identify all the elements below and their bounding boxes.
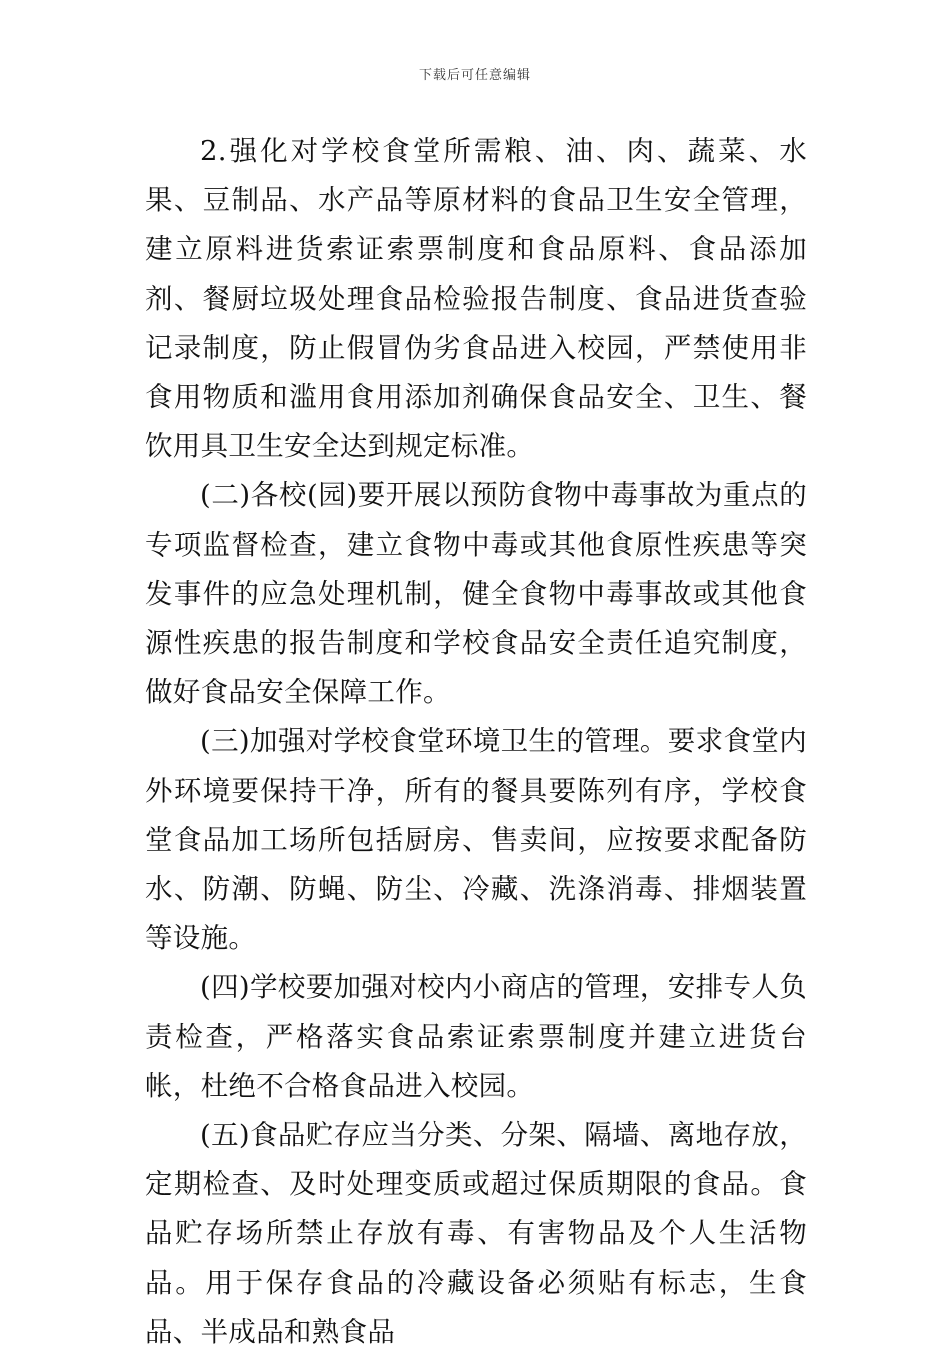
paragraph-inspection-emergency: (二)各校(园)要开展以预防食物中毒事故为重点的专项监督检查，建立食物中毒或其他食原性疾患等突发事件的应急处理机制，健全食物中毒事故或其他食源性疾患的报告制度和学校食品安全责任追究制度，做好食品安全保障工作。: [145, 479, 807, 709]
document-body: [145, 127, 807, 1357]
paragraph-food-material-management: 2.强化对学校食堂所需粮、油、肉、蔬菜、水果、豆制品、水产品等原材料的食品卫生安全管理，建立原料进货索证索票制度和食品原料、食品添加剂、餐厨垃圾处理食品检验报告制度、食品进货查验记录制度，防止假冒伪劣食品进入校园，严禁使用非食用物质和滥用食用添加剂确保食品安全、卫生、餐饮用具卫生安全达到规定标准。: [145, 135, 807, 463]
paragraph-school-shop: (四)学校要加强对校内小商店的管理，安排专人负责检查，严格落实食品索证索票制度并建立进货台帐，杜绝不合格食品进入校园。: [145, 971, 807, 1102]
paragraph-food-storage: (五)食品贮存应当分类、分架、隔墙、离地存放，定期检查、及时处理变质或超过保质期限的食品。食品贮存场所禁止存放有毒、有害物品及个人生活物品。用于保存食品的冷藏设备必须贴有标志，生食品、半成品和熟食品: [145, 1119, 807, 1348]
page-header: 下载后可任意编辑: [418, 68, 531, 83]
paragraph-canteen-environment: (三)加强对学校食堂环境卫生的管理。要求食堂内外环境要保持干净，所有的餐具要陈列有序，学校食堂食品加工场所包括厨房、售卖间，应按要求配备防水、防潮、防蝇、防尘、冷藏、洗涤消毒、排烟装置等设施。: [145, 725, 807, 955]
